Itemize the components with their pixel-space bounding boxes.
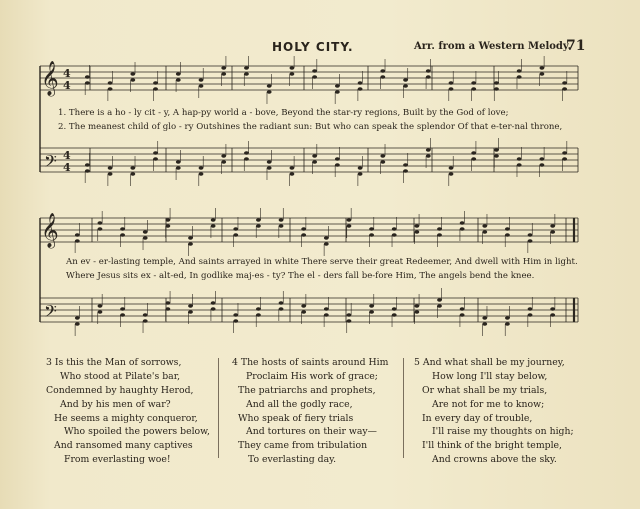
- treble-1-note: [403, 84, 408, 87]
- bass-1-note: [517, 157, 522, 160]
- page-number: 71: [566, 38, 586, 54]
- bass-2-note: [120, 313, 125, 316]
- lyric-line-2: 2. The meanest child of glo - ry Outshines the radiant sun: But who can speak the splendor Of that e-ter-nal throne,: [58, 122, 563, 132]
- bass-2-note: [98, 310, 103, 313]
- bass-1-note: [267, 166, 272, 169]
- bass-1-note: [562, 151, 567, 154]
- bass-2-note: [550, 313, 555, 316]
- verse-line: 5 And what shall be my journey,: [414, 357, 565, 368]
- bass-1-note: [562, 157, 567, 160]
- verse-line: From everlasting woe!: [64, 454, 171, 466]
- verse-line: Who stood at Pilate's bar,: [60, 370, 181, 382]
- treble-2-note: [347, 218, 352, 221]
- bass-1-note: [221, 154, 226, 157]
- bass-1-note: [199, 166, 204, 169]
- verse-line: Who spoiled the powers below,: [64, 426, 210, 438]
- verse-line: How long I'll stay below,: [432, 370, 548, 382]
- treble-2-note: [414, 230, 419, 233]
- treble-1-note: [108, 81, 113, 84]
- treble-1-note: [358, 87, 363, 90]
- treble-2-note: [437, 227, 442, 230]
- bass-1-note: [130, 166, 135, 169]
- bass-1-note: [199, 172, 204, 175]
- bass-clef-1: 𝄢: [44, 151, 57, 175]
- bass-1-note: [267, 160, 272, 163]
- bass-2-note: [211, 307, 216, 310]
- treble-2-note: [120, 233, 125, 236]
- treble-1-note: [426, 69, 431, 72]
- verse-line: In every day of trouble,: [422, 412, 533, 424]
- treble-2-note: [279, 218, 284, 221]
- verse-line: Or what shall be my trials,: [422, 384, 548, 396]
- treble-1-note: [494, 87, 499, 90]
- treble-1-note: [540, 66, 545, 69]
- bass-2-note: [369, 304, 374, 307]
- treble-2-note: [482, 224, 487, 227]
- treble-1-note: [449, 87, 454, 90]
- verse-line: Who speak of fiery trials: [238, 412, 354, 424]
- bass-2-note: [211, 301, 216, 304]
- bass-2-note: [347, 313, 352, 316]
- treble-2-note: [528, 233, 533, 236]
- bass-1-note: [358, 166, 363, 169]
- bass-2-note: [188, 304, 193, 307]
- bass-1-note: [176, 166, 181, 169]
- bass-2-note: [301, 310, 306, 313]
- bass-1-note: [403, 169, 408, 172]
- bass-1-note: [108, 172, 113, 175]
- bass-1-note: [108, 166, 113, 169]
- column-divider: [218, 358, 219, 458]
- treble-2-note: [414, 224, 419, 227]
- treble-2-note: [460, 227, 465, 230]
- bass-2-note: [505, 316, 510, 319]
- bass-1-note: [335, 163, 340, 166]
- bass-2-note: [414, 310, 419, 313]
- treble-1-note: [153, 87, 158, 90]
- bass-1-note: [380, 160, 385, 163]
- bass-1-note: [290, 172, 295, 175]
- treble-2-note: [505, 227, 510, 230]
- treble-1-note: [199, 84, 204, 87]
- treble-1-note: [312, 75, 317, 78]
- verse-line: And all the godly race,: [246, 398, 353, 410]
- bass-1-note: [449, 172, 454, 175]
- treble-2-note: [188, 236, 193, 239]
- treble-1-note: [244, 66, 249, 69]
- treble-2-note: [143, 236, 148, 239]
- treble-2-note: [75, 239, 80, 242]
- verse-line: I'll raise my thoughts on high;: [432, 426, 574, 438]
- bass-2-note: [279, 307, 284, 310]
- treble-1-note: [403, 78, 408, 81]
- bass-2-note: [98, 304, 103, 307]
- verse-5: [414, 356, 574, 467]
- treble-1-note: [517, 75, 522, 78]
- verse-line: The patriarchs and prophets,: [238, 384, 376, 396]
- treble-2-note: [75, 233, 80, 236]
- treble-1-note: [153, 81, 158, 84]
- treble-2-note: [550, 230, 555, 233]
- bass-2-note: [460, 307, 465, 310]
- treble-1-note: [130, 78, 135, 81]
- bass-1-note: [449, 166, 454, 169]
- verse-4: [232, 356, 388, 467]
- bass-2-note: [437, 304, 442, 307]
- treble-2-note: [550, 224, 555, 227]
- treble-1-note: [244, 72, 249, 75]
- treble-1-note: [290, 72, 295, 75]
- treble-1-note: [335, 90, 340, 93]
- treble-2-note: [143, 230, 148, 233]
- bass-2-note: [347, 319, 352, 322]
- treble-1-note: [562, 87, 567, 90]
- bass-1-note: [358, 172, 363, 175]
- treble-1-note: [312, 69, 317, 72]
- treble-2-note: [460, 221, 465, 224]
- bass-2-note: [301, 304, 306, 307]
- treble-1-note: [358, 81, 363, 84]
- verse-line: And crowns above the sky.: [432, 454, 557, 466]
- treble-1-note: [130, 72, 135, 75]
- verse-line: 3 Is this the Man of sorrows,: [46, 357, 182, 368]
- verse-line: 4 The hosts of saints around Him: [232, 357, 389, 368]
- bass-2-note: [437, 298, 442, 301]
- bass-1-note: [494, 154, 499, 157]
- bass-2-note: [279, 301, 284, 304]
- bass-2-note: [188, 310, 193, 313]
- bass-2-note: [392, 307, 397, 310]
- bass-1-note: [312, 154, 317, 157]
- bass-2-note: [392, 313, 397, 316]
- treble-1-note: [540, 72, 545, 75]
- treble-1-note: [380, 69, 385, 72]
- bass-2-note: [75, 322, 80, 325]
- bass-2-note: [165, 301, 170, 304]
- bass-1-note: [153, 151, 158, 154]
- bass-1-note: [290, 166, 295, 169]
- treble-2-note: [233, 233, 238, 236]
- treble-2-note: [165, 224, 170, 227]
- bass-1-note: [244, 157, 249, 160]
- treble-1-note: [108, 87, 113, 90]
- treble-clef-2: 𝄞: [41, 213, 59, 248]
- treble-2-note: [233, 227, 238, 230]
- treble-1-note: [176, 72, 181, 75]
- treble-2-note: [392, 227, 397, 230]
- treble-2-note: [301, 233, 306, 236]
- treble-2-note: [211, 224, 216, 227]
- lyric-line-4: Where Jesus sits ex - alt-ed, In godlike maj-es - ty? The el - ders fall be-fore Him, The angels bend the knee.: [66, 271, 535, 281]
- treble-2-note: [98, 227, 103, 230]
- bass-1-note: [130, 172, 135, 175]
- treble-1-note: [471, 81, 476, 84]
- treble-1-note: [494, 81, 499, 84]
- bass-1-note: [176, 160, 181, 163]
- treble-2-note: [369, 233, 374, 236]
- bass-1-note: [312, 160, 317, 163]
- bass-1-note: [426, 154, 431, 157]
- treble-2-note: [437, 233, 442, 236]
- bass-1-note: [540, 163, 545, 166]
- bass-2-note: [324, 307, 329, 310]
- verse-line: And tortures on their way—: [246, 426, 377, 438]
- bass-2-note: [120, 307, 125, 310]
- treble-2-note: [211, 218, 216, 221]
- verse-line: And by his men of war?: [60, 398, 171, 410]
- treble-1-note: [517, 69, 522, 72]
- bass-1-note: [244, 151, 249, 154]
- bass-1-note: [403, 163, 408, 166]
- bass-2-note: [324, 313, 329, 316]
- treble-2-note: [392, 233, 397, 236]
- treble-1-note: [221, 66, 226, 69]
- bass-1-note: [494, 148, 499, 151]
- hymn-title: HOLY CITY.: [272, 40, 354, 54]
- bass-2-note: [414, 304, 419, 307]
- verse-line: Condemned by haughty Herod,: [46, 384, 194, 396]
- verse-line: Are not for me to know;: [432, 398, 545, 410]
- bass-1-note: [85, 169, 90, 172]
- treble-1-note: [199, 78, 204, 81]
- verse-line: Proclaim His work of grace;: [246, 370, 378, 382]
- verse-line: He seems a mighty conqueror,: [54, 412, 198, 424]
- treble-2-note: [482, 230, 487, 233]
- bass-2-note: [369, 310, 374, 313]
- bass-2-note: [482, 316, 487, 319]
- verse-line: And ransomed many captives: [54, 440, 193, 452]
- treble-1-note: [380, 75, 385, 78]
- bass-2-note: [75, 316, 80, 319]
- treble-2-note: [120, 227, 125, 230]
- bass-1-note: [471, 151, 476, 154]
- treble-2-note: [98, 221, 103, 224]
- treble-2-note: [324, 236, 329, 239]
- treble-1-note: [335, 84, 340, 87]
- time-signature-treble-1-bottom: 4: [63, 79, 71, 92]
- bass-1-note: [426, 148, 431, 151]
- verse-line: To everlasting day.: [248, 454, 337, 466]
- treble-1-note: [267, 90, 272, 93]
- treble-2-note: [347, 224, 352, 227]
- treble-1-note: [85, 81, 90, 84]
- bass-2-note: [528, 307, 533, 310]
- bass-1-note: [380, 154, 385, 157]
- bass-2-note: [505, 322, 510, 325]
- treble-1-note: [562, 81, 567, 84]
- verse-line: They came from tribulation: [238, 440, 368, 452]
- verse-line: I'll think of the bright temple,: [422, 440, 563, 452]
- bass-1-note: [335, 157, 340, 160]
- treble-1-note: [221, 72, 226, 75]
- treble-1-note: [267, 84, 272, 87]
- bass-2-note: [550, 307, 555, 310]
- time-signature-bass-1-bottom: 4: [63, 161, 71, 174]
- treble-1-note: [471, 87, 476, 90]
- bass-1-note: [540, 157, 545, 160]
- bass-2-note: [165, 307, 170, 310]
- treble-1-note: [290, 66, 295, 69]
- bass-1-note: [221, 160, 226, 163]
- bass-2-note: [482, 322, 487, 325]
- treble-2-note: [369, 227, 374, 230]
- treble-2-note: [256, 224, 261, 227]
- treble-2-note: [528, 239, 533, 242]
- treble-2-note: [301, 227, 306, 230]
- treble-1-note: [449, 81, 454, 84]
- verse-3: [46, 356, 210, 467]
- column-divider: [403, 358, 404, 458]
- bass-1-note: [517, 163, 522, 166]
- treble-clef-1: 𝄞: [41, 61, 59, 96]
- bass-1-note: [153, 157, 158, 160]
- treble-2-note: [324, 242, 329, 245]
- lyric-line-1: 1. There is a ho - ly cit - y, A hap-py world a - bove, Beyond the star-ry regions, Built by the God of love;: [58, 108, 509, 118]
- treble-2-note: [188, 242, 193, 245]
- lyric-line-3: An ev - er-lasting temple, And saints arrayed in white There serve their great Redeemer, And dwell with Him in light.: [66, 257, 578, 267]
- bass-2-note: [460, 313, 465, 316]
- treble-2-note: [279, 224, 284, 227]
- bass-2-note: [143, 313, 148, 316]
- bass-2-note: [256, 307, 261, 310]
- time-signature-bass-1-top: 4: [63, 149, 71, 162]
- bass-2-note: [143, 319, 148, 322]
- arrangement-credit: Arr. from a Western Melody.: [414, 41, 572, 52]
- bass-1-note: [471, 157, 476, 160]
- treble-2-note: [505, 233, 510, 236]
- bass-2-note: [233, 313, 238, 316]
- treble-1-note: [85, 75, 90, 78]
- bass-clef-2: 𝄢: [44, 301, 57, 325]
- treble-2-note: [256, 218, 261, 221]
- bass-2-note: [528, 313, 533, 316]
- bass-1-note: [85, 163, 90, 166]
- time-signature-treble-1-top: 4: [63, 67, 71, 80]
- treble-1-note: [176, 78, 181, 81]
- treble-2-note: [165, 218, 170, 221]
- bass-2-note: [256, 313, 261, 316]
- bass-2-note: [233, 319, 238, 322]
- treble-1-note: [426, 75, 431, 78]
